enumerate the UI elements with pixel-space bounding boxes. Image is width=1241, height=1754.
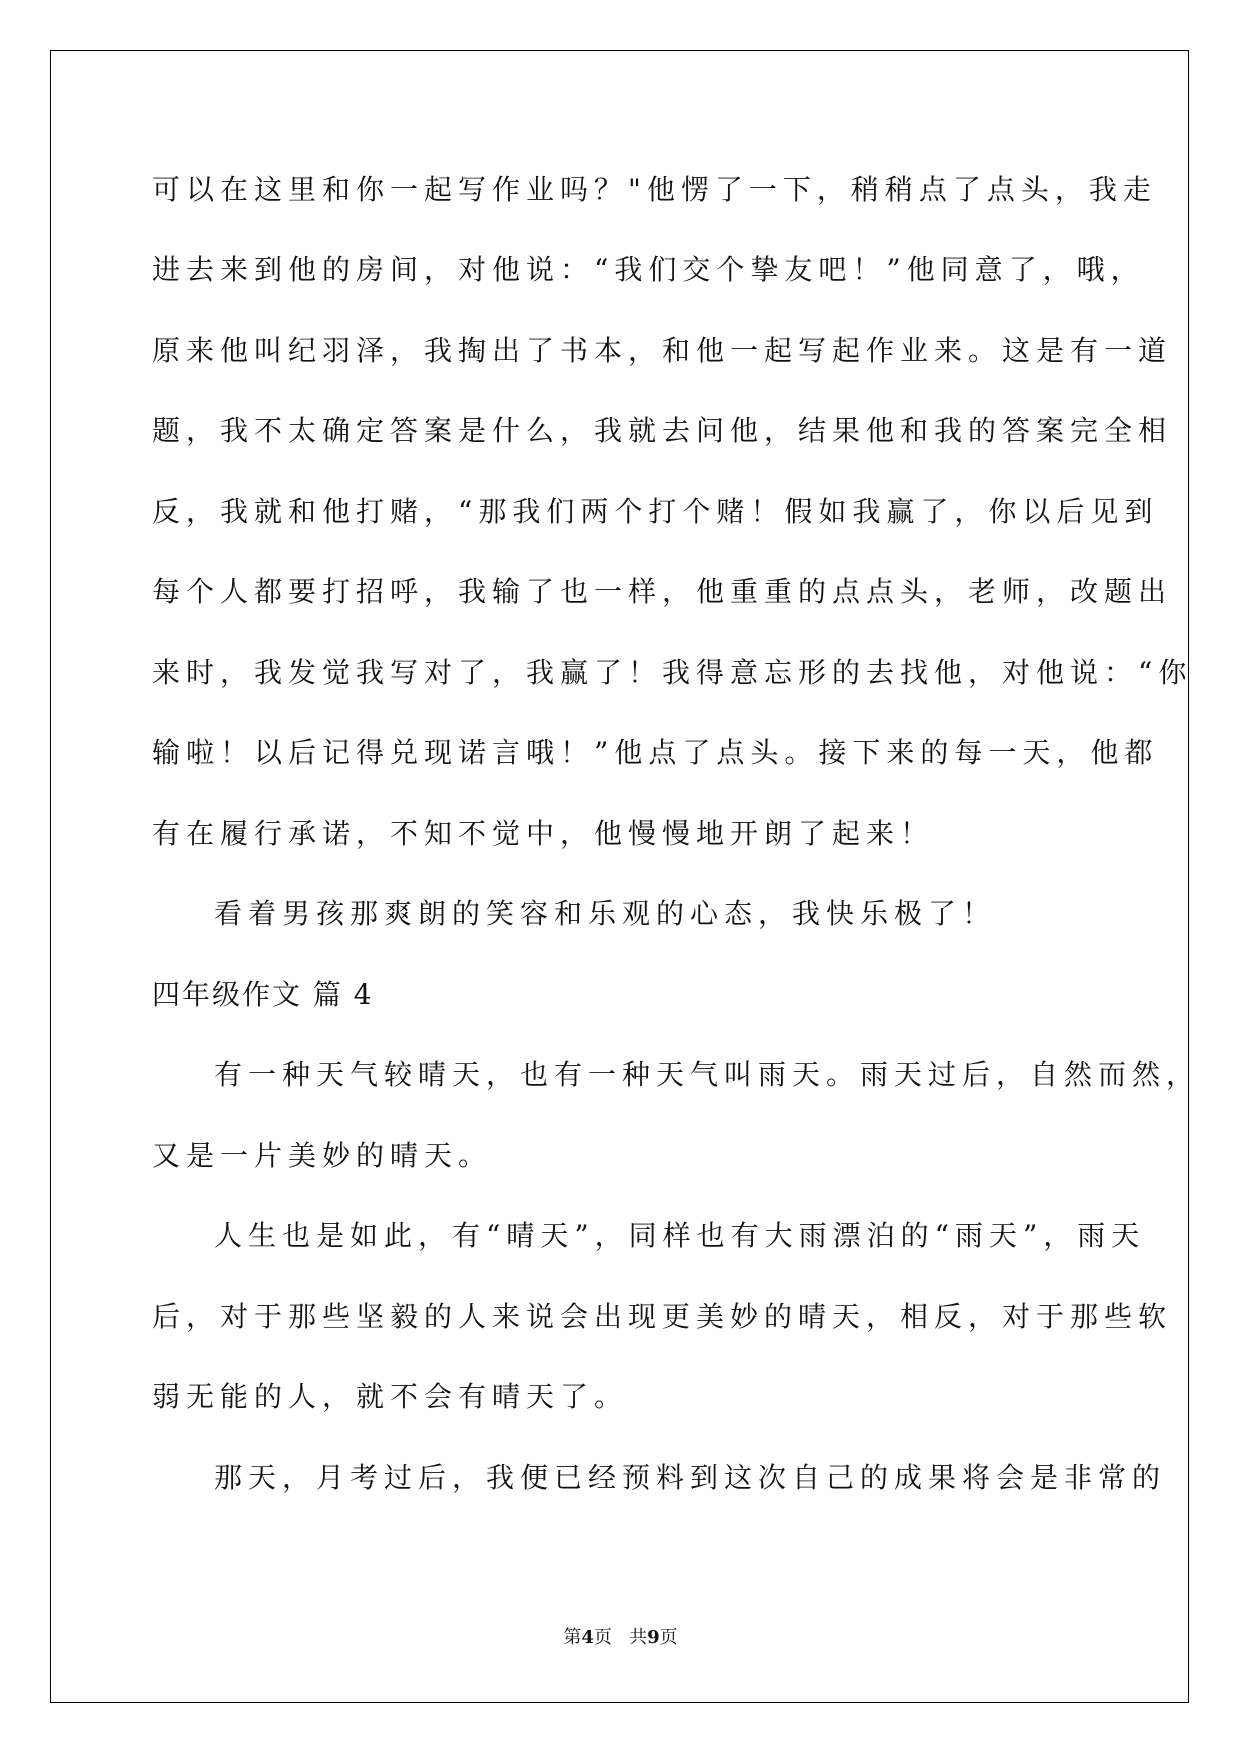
current-page-number: 4 (581, 1627, 594, 1648)
page-border (50, 50, 1189, 1703)
footer-suffix: 页 (659, 1627, 678, 1648)
paragraph-first-line: 有一种天气较晴天，也有一种天气叫雨天。雨天过后，自然而然， (214, 1058, 1201, 1091)
text-line: 弱无能的人，就不会有晴天了。 (152, 1380, 629, 1413)
text-line: 又是一片美妙的晴天。 (152, 1139, 493, 1172)
text-line: 可以在这里和你一起写作业吗？"他愣了一下，稍稍点了点头，我走 (152, 173, 1157, 206)
paragraph-first-line: 看着男孩那爽朗的笑容和乐观的心态，我快乐极了！ (214, 897, 997, 930)
text-line: 反，我就和他打赌，“那我们两个打个赌！假如我赢了，你以后见到 (152, 495, 1159, 528)
footer-mid: 页 共 (593, 1627, 648, 1648)
paragraph-first-line: 人生也是如此，有“晴天”，同样也有大雨漂泊的“雨天”，雨天 (214, 1219, 1146, 1252)
page-footer (0, 1626, 1241, 1650)
text-line: 题，我不太确定答案是什么，我就去问他，结果他和我的答案完全相 (152, 414, 1173, 447)
text-line: 来时，我发觉我写对了，我赢了！我得意忘形的去找他，对他说：“你 (152, 656, 1193, 689)
paragraph-first-line: 那天，月考过后，我便已经预料到这次自己的成果将会是非常的 (214, 1461, 1167, 1494)
section-heading: 四年级作文 篇 4 (152, 978, 374, 1011)
text-line: 有在履行承诺，不知不觉中，他慢慢地开朗了起来！ (152, 817, 935, 850)
text-line: 原来他叫纪羽泽，我掏出了书本，和他一起写起作业来。这是有一道 (152, 334, 1173, 367)
total-page-number: 9 (647, 1627, 660, 1648)
text-line: 后，对于那些坚毅的人来说会出现更美妙的晴天，相反，对于那些软 (152, 1300, 1173, 1333)
text-line: 输啦！以后记得兑现诺言哦！”他点了点头。接下来的每一天，他都 (152, 736, 1159, 769)
footer-prefix: 第 (563, 1627, 582, 1648)
text-line: 进去来到他的房间，对他说：“我们交个挚友吧！”他同意了，哦， (152, 253, 1145, 286)
text-line: 每个人都要打招呼，我输了也一样，他重重的点点头，老师，改题出 (152, 575, 1173, 608)
